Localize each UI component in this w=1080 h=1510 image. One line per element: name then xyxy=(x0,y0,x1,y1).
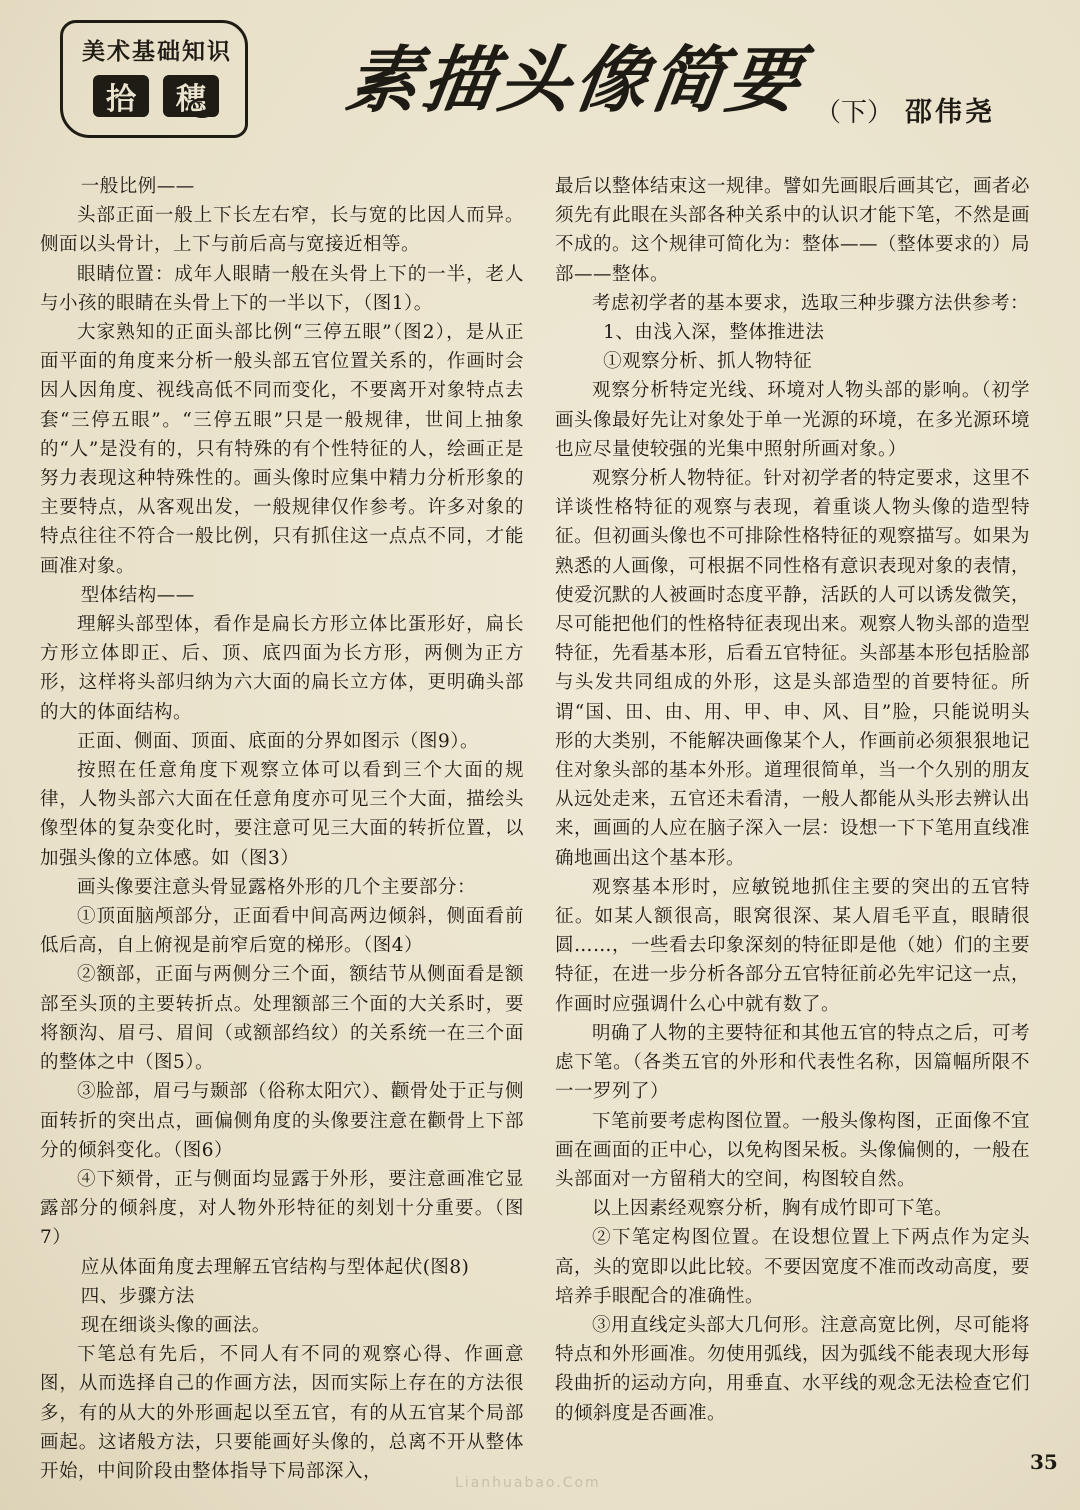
badge-ring-ornament xyxy=(188,98,216,118)
paragraph: 画头像要注意头骨显露格外形的几个主要部分： xyxy=(77,876,477,898)
paragraph: ③脸部，眉弓与颞部（俗称太阳穴）、颧骨处于正与侧面转折的突出点，画偏侧角度的头像要注意在颧骨上下部分的倾斜变化。（图6） xyxy=(40,1081,524,1161)
article-title: 素描头像简要 xyxy=(341,37,810,122)
paragraph: 考虑初学者的基本要求，选取三种步骤方法供参考： xyxy=(592,292,1030,314)
right-text-column xyxy=(555,172,1030,1428)
page-number: 35 xyxy=(1030,1450,1058,1474)
seal-char: 拾 xyxy=(93,75,149,117)
paragraph: 观察基本形时，应敏锐地抓住主要的突出的五官特征。如某人额很高，眼窝很深、某人眉毛平直，眼睛很圆……，一些看去印象深刻的特征即是他（她）们的主要特征，在进一步分析各部分五官特征前必先牢记这一点，作画时应强调什么心中就有数了。 xyxy=(555,876,1031,1015)
section-heading: 应从体面角度去理解五官结构与型体起伏(图8) xyxy=(80,1256,470,1278)
section-heading: 四、步骤方法 xyxy=(80,1285,195,1307)
paragraph: ②下笔定构图位置。在设想位置上下两点作为定头高，头的宽即以此比较。不要因宽度不准而改动高度，要培养手眼配合的准确性。 xyxy=(555,1227,1031,1307)
article-part: （下） xyxy=(815,98,894,128)
paragraph: 大家熟知的正面头部比例“三停五眼”（图2），是从正面平面的角度来分析一般头部五官位置关系的，作画时会因人因角度、视线高低不同而变化，不要离开对象特点去套“三停五眼”。“三停五眼”只是一般规律，世间上抽象的“人”是没有的，只有特殊的有个性特征的人，绘画正是努力表现这种特殊性的。画头像时应集中精力分析形象的主要特点，从客观出发，一般规律仅作参考。许多对象的特点往往不符合一般比例，只有抓住这一点点不同，才能画准对象。 xyxy=(40,322,524,577)
paragraph: 眼睛位置：成年人眼睛一般在头骨上下的一半，老人与小孩的眼睛在头骨上下的一半以下，（图1）。 xyxy=(40,263,524,314)
paragraph: 观察分析特定光线、环境对人物头部的影响。（初学画头像最好先让对象处于单一光源的环境，在多光源环境也应尽量使较强的光集中照射所画对象。） xyxy=(555,380,1031,460)
step-heading: ①观察分析、抓人物特征 xyxy=(603,351,813,373)
step-heading: 1、由浅入深，整体推进法 xyxy=(603,322,825,344)
paragraph: ①顶面脑颅部分，正面看中间高两边倾斜，侧面看前低后高，自上俯视是前窄后宽的梯形。（图4） xyxy=(40,906,524,957)
left-text-column xyxy=(40,172,524,1486)
paragraph: ②额部，正面与两侧分三个面，额结节从侧面看是额部至头顶的主要转折点。处理额部三个面的大关系时，要将额沟、眉弓、眉间（或额部绉纹）的关系统一在三个面的整体之中（图5）。 xyxy=(40,964,524,1074)
seal-char: 穗 xyxy=(163,75,219,117)
watermark: Lianhuabao.Com xyxy=(455,1475,601,1491)
paragraph: 头部正面一般上下长左右窄，长与宽的比因人而异。侧面以头骨计，上下与前后高与宽接近相等。 xyxy=(40,205,524,256)
column-label: 美术基础知识 xyxy=(82,38,232,65)
paragraph: 明确了人物的主要特征和其他五官的特点之后，可考虑下笔。（各类五官的外形和代表性名称，因篇幅所限不一一罗列了） xyxy=(555,1022,1030,1103)
paragraph: 下笔总有先后，不同人有不同的观察心得、作画意图，从而选择自己的作画方法，因而实际上存在的方法很多，有的从大的外形画起以至五官，有的从五官某个局部画起。这诸般方法，只要能画好头像的，总离不开从整体开始，中间阶段由整体指导下局部深入， xyxy=(40,1344,524,1482)
paragraph: 以上因素经观察分析，胸有成竹即可下笔。 xyxy=(592,1198,954,1220)
paragraph: 观察分析人物特征。针对初学者的特定要求，这里不详谈性格特征的观察与表现，着重谈人物头像的造型特征。但初画头像也不可排除性格特征的观察描写。如果为熟悉的人画像，可根据不同性格有意识表现对象的表情，使爱沉默的人被画时态度平静，活跃的人可以诱发微笑，尽可能把他们的性格特征表现出来。观察人物头部的造型特征，先看基本形，后看五官特征。头部基本形包括脸部与头发共同组成的外形，这是头部造型的首要特征。所谓“国、田、由、用、甲、申、风、目”脸，只能说明头形的大类别，不能解决画像某个人，作画前必须狠狠地记住对象头部的基本外形。道理很简单，当一个久别的朋友从远处走来，五官还未看清，一般人都能从头形去辨认出来，画画的人应在脑子深入一层：设想一下下笔用直线准确地画出这个基本形。 xyxy=(555,468,1031,869)
section-heading: 一般比例—— xyxy=(80,176,195,197)
paragraph: 下笔前要考虑构图位置。一般头像构图，正面像不宜画在画面的正中心，以免构图呆板。头像偏侧的，一般在头部面对一方留稍大的空间，构图较自然。 xyxy=(555,1110,1031,1190)
section-heading: 型体结构—— xyxy=(80,584,195,606)
column-badge xyxy=(60,20,248,138)
paragraph: 最后以整体结束这一规律。譬如先画眼后画其它，画者必须先有此眼在头部各种关系中的认识才能下笔，不然是画不成的。这个规律可简化为：整体——（整体要求的）局部——整体。 xyxy=(555,176,1031,285)
paragraph: 正面、侧面、顶面、底面的分界如图示（图9）。 xyxy=(77,730,480,752)
paragraph: ④下颏骨，正与侧面均显露于外形，要注意画准它显露部分的倾斜度，对人物外形特征的刻划十分重要。（图7） xyxy=(40,1168,524,1249)
section-heading: 现在细谈头像的画法。 xyxy=(80,1314,271,1336)
paragraph: 理解头部型体，看作是扁长方形立体比蛋形好，扁长方形立体即正、后、顶、底四面为长方形，两侧为正方形，这样将头部归纳为六大面的扁长立方体，更明确头部的大的体面结构。 xyxy=(40,614,524,723)
paragraph: ③用直线定头部大几何形。注意高宽比例，尽可能将特点和外形画准。勿使用弧线，因为弧线不能表现大形每段曲折的运动方向，用垂直、水平线的观念无法检查它们的倾斜度是否画准。 xyxy=(555,1314,1031,1424)
article-author: 邵伟尧 xyxy=(905,97,995,128)
paragraph: 按照在任意角度下观察立体可以看到三个大面的规律，人物头部六大面在任意角度亦可见三个大面，描绘头像型体的复杂变化时，要注意可见三大面的转折位置，以加强头像的立体感。如（图3） xyxy=(40,760,524,869)
